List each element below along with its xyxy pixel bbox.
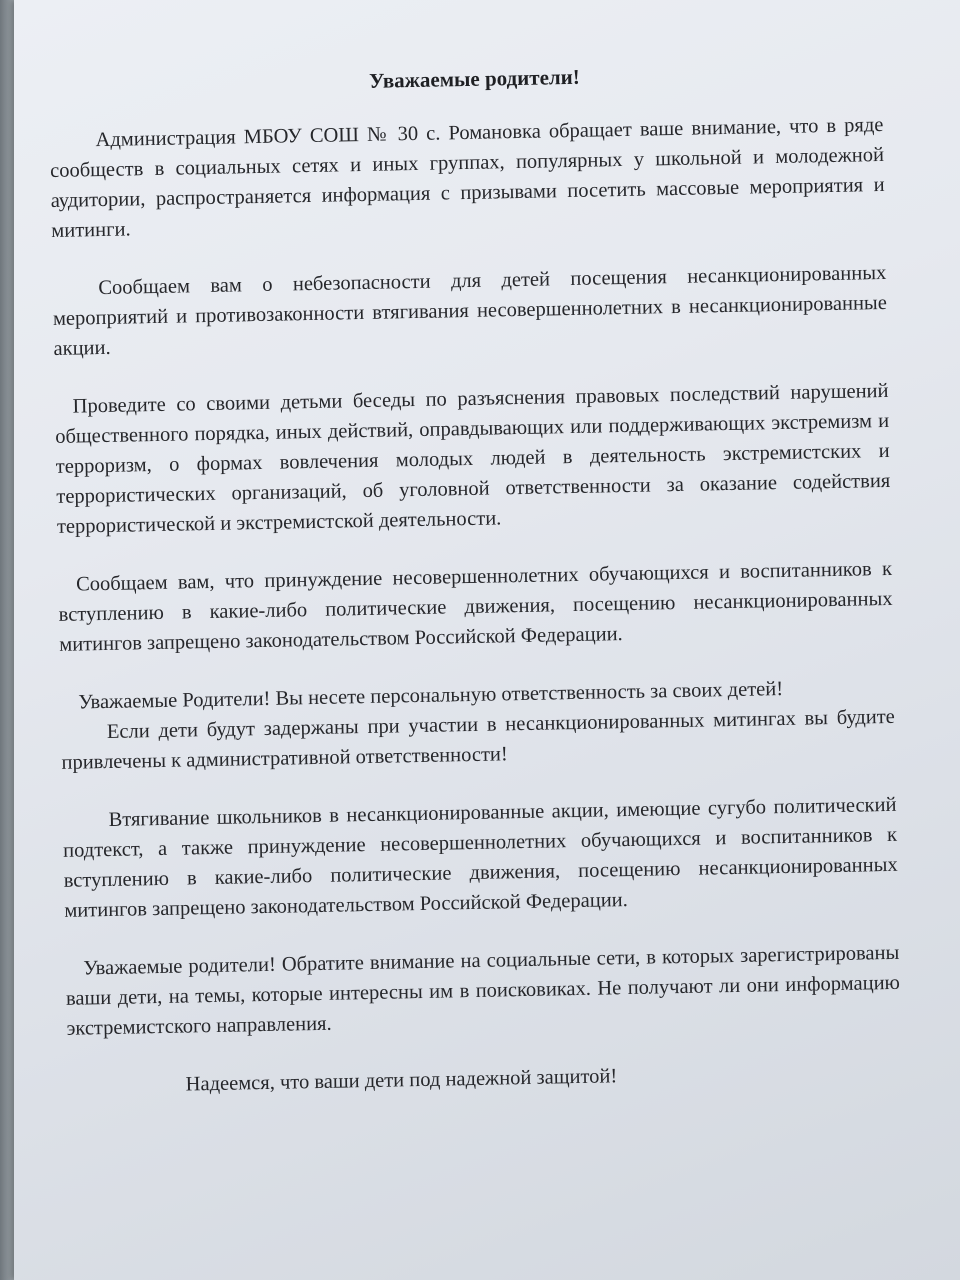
- paragraph-8: Уважаемые родители! Обратите внимание на социальные сети, в которых зарегистрированы ваши дети, на темы, которые интересны им в поисковиках. Не получают ли они информацию экстремистского направления.: [65, 941, 901, 1040]
- paragraph-5: Уважаемые Родители! Вы несете персональную ответственность за своих детей!: [78, 678, 784, 714]
- paragraph-6: Если дети будут задержаны при участии в несанкционированных митингах вы будите привлечены к административной ответственности!: [61, 705, 895, 774]
- notice-document: [48, 44, 902, 1102]
- paragraph-1: Администрация МБОУ СОШ № 30 с. Романовка обращает ваше внимание, что в ряде сообществ в социальных сетях и иных группах, популярных у школьной и молодежной аудитории, распространяется информация с призывами посетить массовые мероприятия и митинги.: [49, 113, 885, 242]
- paragraph-7: Втягивание школьников в несанкционированные акции, имеющие сугубо политический подтекст, а также принуждение несовершеннолетних обучающихся и воспитанников к вступлению в какие-либо политические движения, посещению несанкционированных митингов запрещено законодательством Российской Федерации.: [62, 793, 898, 922]
- paragraph-2: Сообщаем вам о небезопасности для детей посещения несанкционированных мероприятий и противозаконности втягивания несовершеннолетних в несанкционированные акции.: [52, 261, 888, 360]
- paragraph-4: Сообщаем вам, что принуждение несовершеннолетних обучающихся и воспитанников к вступлению в какие-либо политические движения, посещению несанкционированных митингов запрещено законодательством Российской Федерации.: [58, 557, 893, 656]
- closing-line: Надеемся, что ваши дети под надежной защитой!: [185, 1065, 618, 1096]
- paragraph-3: Проведите со своими детьми беседы по разъяснения правовых последствий нарушений общественного порядка, иных действий, оправдывающих или поддерживающих экстремизм и терроризм, о формах вовлечения молодых людей в деятельность экстремистских и террористических организаций, об уголовной ответственности за оказание содействия террористической и экстремистской деятельности.: [55, 379, 891, 538]
- document-title: Уважаемые родители!: [368, 64, 580, 93]
- paper-sheet: [14, 0, 960, 1280]
